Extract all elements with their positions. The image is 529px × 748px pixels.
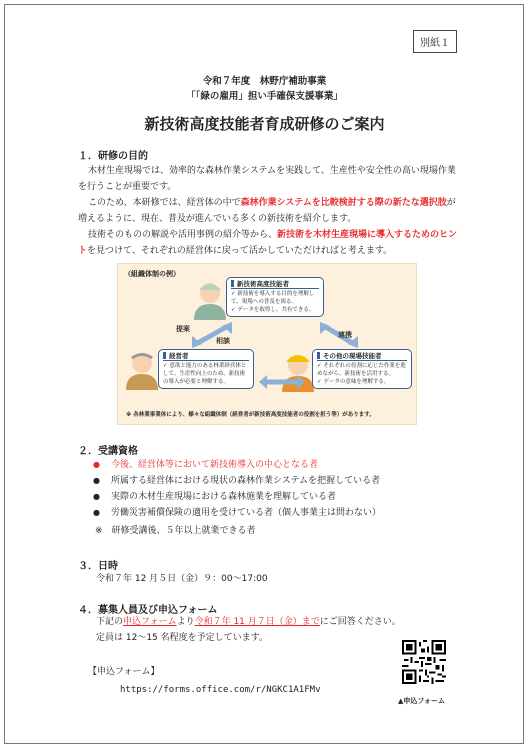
eligibility-item: ● 労働災害補償保険の適用を受けている者（個人事業主は問わない）	[93, 505, 381, 521]
consult-arrow-icon	[257, 372, 307, 392]
eligibility-item: ● 今後、経営体等において新技術導入の中心となる者	[93, 457, 381, 473]
section-4-heading: ４．募集人員及び申込フォーム	[78, 605, 218, 616]
eligibility-list	[93, 457, 381, 521]
eligibility-note: ※ 研修受講後、５年以上就業できる者	[95, 526, 256, 536]
manager-person-icon	[122, 348, 162, 390]
application-instruction: 下記の申込フォームより令和７年 11 月７日（金）までにご回答ください。	[96, 617, 401, 627]
field-worker-box: その他の現場技能者 ✓ それぞれの役割に応じた作業を進めながら、新技術を活用する。 ✓ データの意味を理解する。	[312, 349, 412, 389]
form-url-link[interactable]: https://forms.office.com/r/NGKC1A1FMv	[120, 685, 321, 695]
annex-label: 別紙１	[413, 30, 457, 53]
expert-person-icon	[190, 278, 230, 320]
section-1-para-1: 木材生産現場では、効率的な森林作業システムを実践して、生産性や安全性の高い現場作業を行うことが重要です。	[78, 166, 456, 192]
section-1-heading: １．研修の目的	[78, 151, 148, 162]
qr-code-icon[interactable]	[402, 640, 446, 684]
eligibility-item: ● 所属する経営体における現状の森林作業システムを把握している者	[93, 473, 381, 489]
propose-arrow-icon	[188, 320, 238, 350]
header-line-2: 「「緑の雇用」担い手確保支援事業」	[186, 91, 343, 102]
capacity-text: 定員は 12～15 名程度を予定しています。	[96, 633, 268, 643]
qr-caption: ▲申込フォーム	[398, 697, 446, 705]
manager-box: 経営者 ✓ 意欲と能力のある林業経営体として、生産性向上のため、新技術の導入が必要と理解する。	[158, 349, 254, 389]
eligibility-item: ● 実際の木材生産現場における森林施業を理解している者	[93, 489, 381, 505]
consult-label: 相談	[216, 337, 230, 345]
header-line-1: 令和７年度 林野庁補助事業	[202, 76, 327, 87]
expert-box: 新技術高度技能者 ✓ 新技術を導入する目的を理解して、現場への普及を図る。 ✓ データを取得し、共有できる。	[226, 277, 324, 317]
form-label: 【申込フォーム】	[88, 667, 160, 677]
section-1-para-3: 技術そのものの解説や活用事例の紹介等から、新技術を木材生産現場に導入するためのヒントを見つけて、それぞれの経営体に戻って活かしていただければと考えます。	[78, 230, 458, 256]
section-1-para-2: このため、本研修では、経営体の中で森林作業システムを比較検討する際の新たな選択肢が増えるように、現在、普及が進んでいる多くの新技術を紹介します。	[78, 198, 456, 224]
page-title: 新技術高度技能者育成研修のご案内	[144, 115, 385, 133]
section-3-heading: ３．日時	[78, 561, 118, 572]
diagram-footnote: ※ 各林業事業体により、様々な組織体制（経営者が新技術高度技能者の役割を担う等）があります。	[126, 412, 375, 418]
datetime: 令和７年 12 月５日（金）９：00～17:00	[96, 574, 268, 584]
diagram-caption: （組織体制の例）	[124, 270, 180, 278]
cooperate-label: 連携	[338, 331, 352, 339]
section-2-heading: ２．受講資格	[78, 446, 138, 457]
propose-label: 提案	[176, 325, 190, 333]
organization-diagram	[117, 263, 417, 425]
